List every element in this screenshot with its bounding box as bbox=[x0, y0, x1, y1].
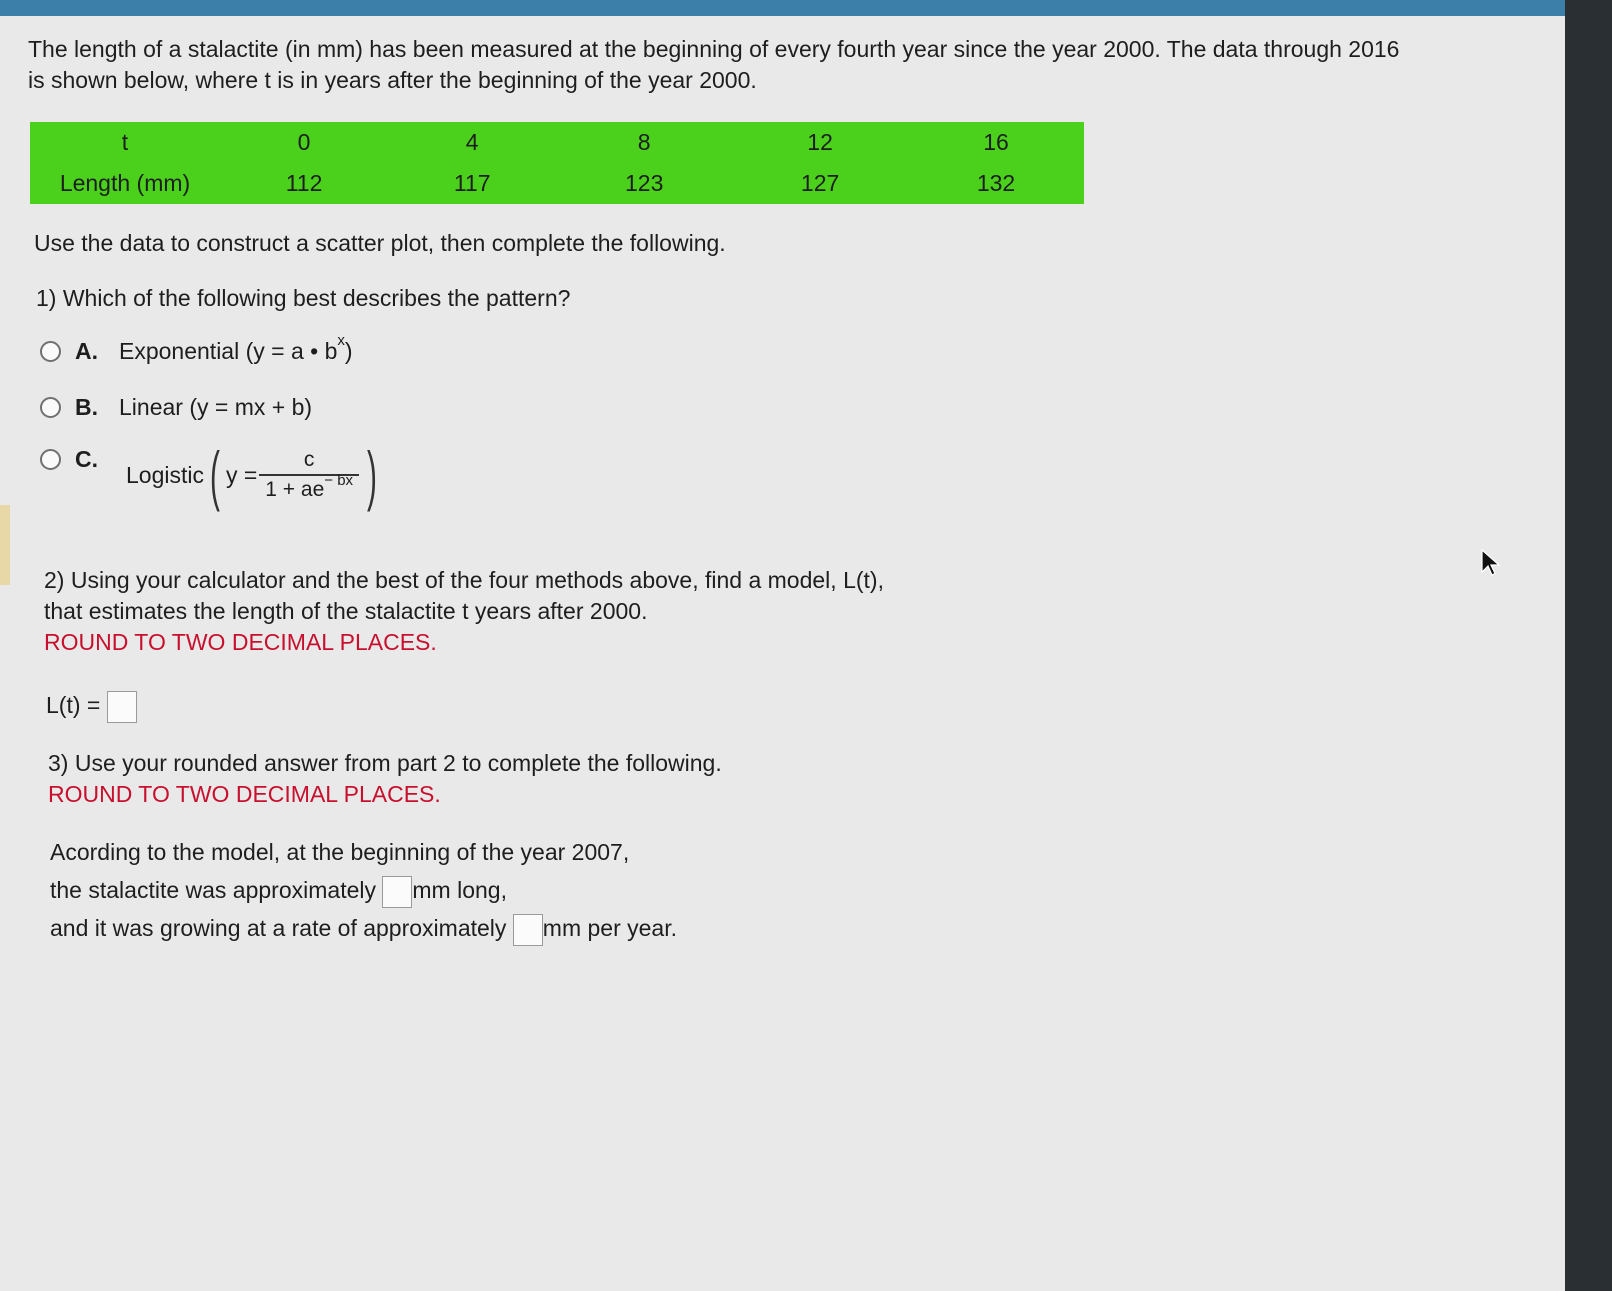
table-cell: 127 bbox=[800, 170, 840, 196]
option-c-name: Logistic bbox=[126, 461, 204, 488]
q3-answer-block bbox=[50, 833, 677, 947]
instruction-text: Use the data to construct a scatter plot, then complete the following. bbox=[34, 230, 726, 256]
fraction-numerator: c bbox=[303, 448, 315, 471]
q3-line3-post: mm per year. bbox=[542, 915, 678, 941]
table-cell: 16 bbox=[983, 129, 1009, 155]
q3-line3-pre: and it was growing at a rate of approximately bbox=[50, 915, 507, 941]
length-2007-input[interactable] bbox=[382, 876, 412, 908]
q2-round-note: ROUND TO TWO DECIMAL PLACES. bbox=[44, 629, 437, 655]
q3-round-note: ROUND TO TWO DECIMAL PLACES. bbox=[48, 781, 441, 807]
option-a-name: Exponential bbox=[119, 338, 240, 364]
q2-prompt bbox=[44, 565, 884, 658]
option-c-y-eq: y = bbox=[225, 461, 258, 488]
table-cell: 132 bbox=[976, 170, 1016, 196]
radio-c[interactable] bbox=[40, 449, 61, 470]
table-row-t bbox=[30, 122, 1084, 163]
q2-answer-row bbox=[46, 690, 137, 723]
option-a-formula-pre: (y = a • b bbox=[245, 338, 338, 364]
option-a[interactable] bbox=[40, 332, 353, 365]
radio-a[interactable] bbox=[40, 341, 61, 362]
q2-line2: that estimates the length of the stalactite t years after 2000. bbox=[44, 598, 648, 624]
table-header-t: t bbox=[121, 129, 129, 155]
q1-prompt: 1) Which of the following best describes the pattern? bbox=[36, 285, 571, 311]
window-top-bar bbox=[0, 0, 1565, 16]
left-paren: ( bbox=[210, 438, 220, 512]
option-a-formula-sup: x bbox=[337, 332, 345, 349]
table-cell: 117 bbox=[453, 170, 491, 196]
growth-rate-input[interactable] bbox=[513, 914, 543, 946]
q3-prompt-block bbox=[48, 748, 722, 810]
model-answer-input[interactable] bbox=[107, 691, 137, 723]
q2-line1: 2) Using your calculator and the best of the four methods above, find a model, L(t), bbox=[44, 567, 884, 593]
option-b[interactable] bbox=[40, 394, 312, 421]
denominator-base: 1 + ae bbox=[265, 478, 325, 501]
q3-line2-pre: the stalactite was approximately bbox=[50, 877, 376, 903]
option-a-formula-post: ) bbox=[344, 338, 353, 364]
table-cell: 12 bbox=[807, 129, 833, 155]
option-a-letter: A. bbox=[75, 338, 98, 364]
option-c-letter: C. bbox=[75, 446, 98, 472]
radio-b[interactable] bbox=[40, 397, 61, 418]
q3-line2 bbox=[50, 871, 677, 909]
q2-answer-label: L(t) = bbox=[46, 692, 101, 718]
mouse-pointer-icon bbox=[1480, 548, 1502, 578]
table-cell: 112 bbox=[285, 170, 323, 196]
table-row-length bbox=[30, 163, 1084, 204]
logistic-fraction bbox=[259, 448, 359, 502]
table-cell: 0 bbox=[297, 129, 311, 155]
table-cell: 4 bbox=[465, 129, 479, 155]
table-cell: 8 bbox=[637, 129, 651, 155]
q3-line3 bbox=[50, 909, 677, 947]
option-c-formula bbox=[126, 438, 383, 512]
denominator-exponent: − bx bbox=[324, 472, 354, 489]
option-b-formula: (y = mx + b) bbox=[189, 394, 313, 420]
table-header-length: Length (mm) bbox=[59, 170, 191, 196]
q3-line1: Acording to the model, at the beginning of the year 2007, bbox=[50, 839, 630, 865]
option-c[interactable] bbox=[40, 446, 119, 473]
fraction-denominator bbox=[259, 474, 359, 502]
q3-line2-post: mm long, bbox=[412, 877, 507, 903]
left-edge-strip bbox=[0, 505, 10, 585]
q3-prompt: 3) Use your rounded answer from part 2 to complete the following. bbox=[48, 750, 722, 776]
option-b-letter: B. bbox=[75, 394, 98, 420]
problem-intro: The length of a stalactite (in mm) has been measured at the beginning of every fourth year since the year 2000. The data through 2016 is shown below, where t is in years after the beginning of the year 2000. bbox=[28, 36, 1400, 93]
right-paren: ) bbox=[367, 438, 378, 512]
data-table bbox=[30, 122, 1084, 204]
option-b-name: Linear bbox=[119, 394, 183, 420]
table-cell: 123 bbox=[624, 170, 664, 196]
